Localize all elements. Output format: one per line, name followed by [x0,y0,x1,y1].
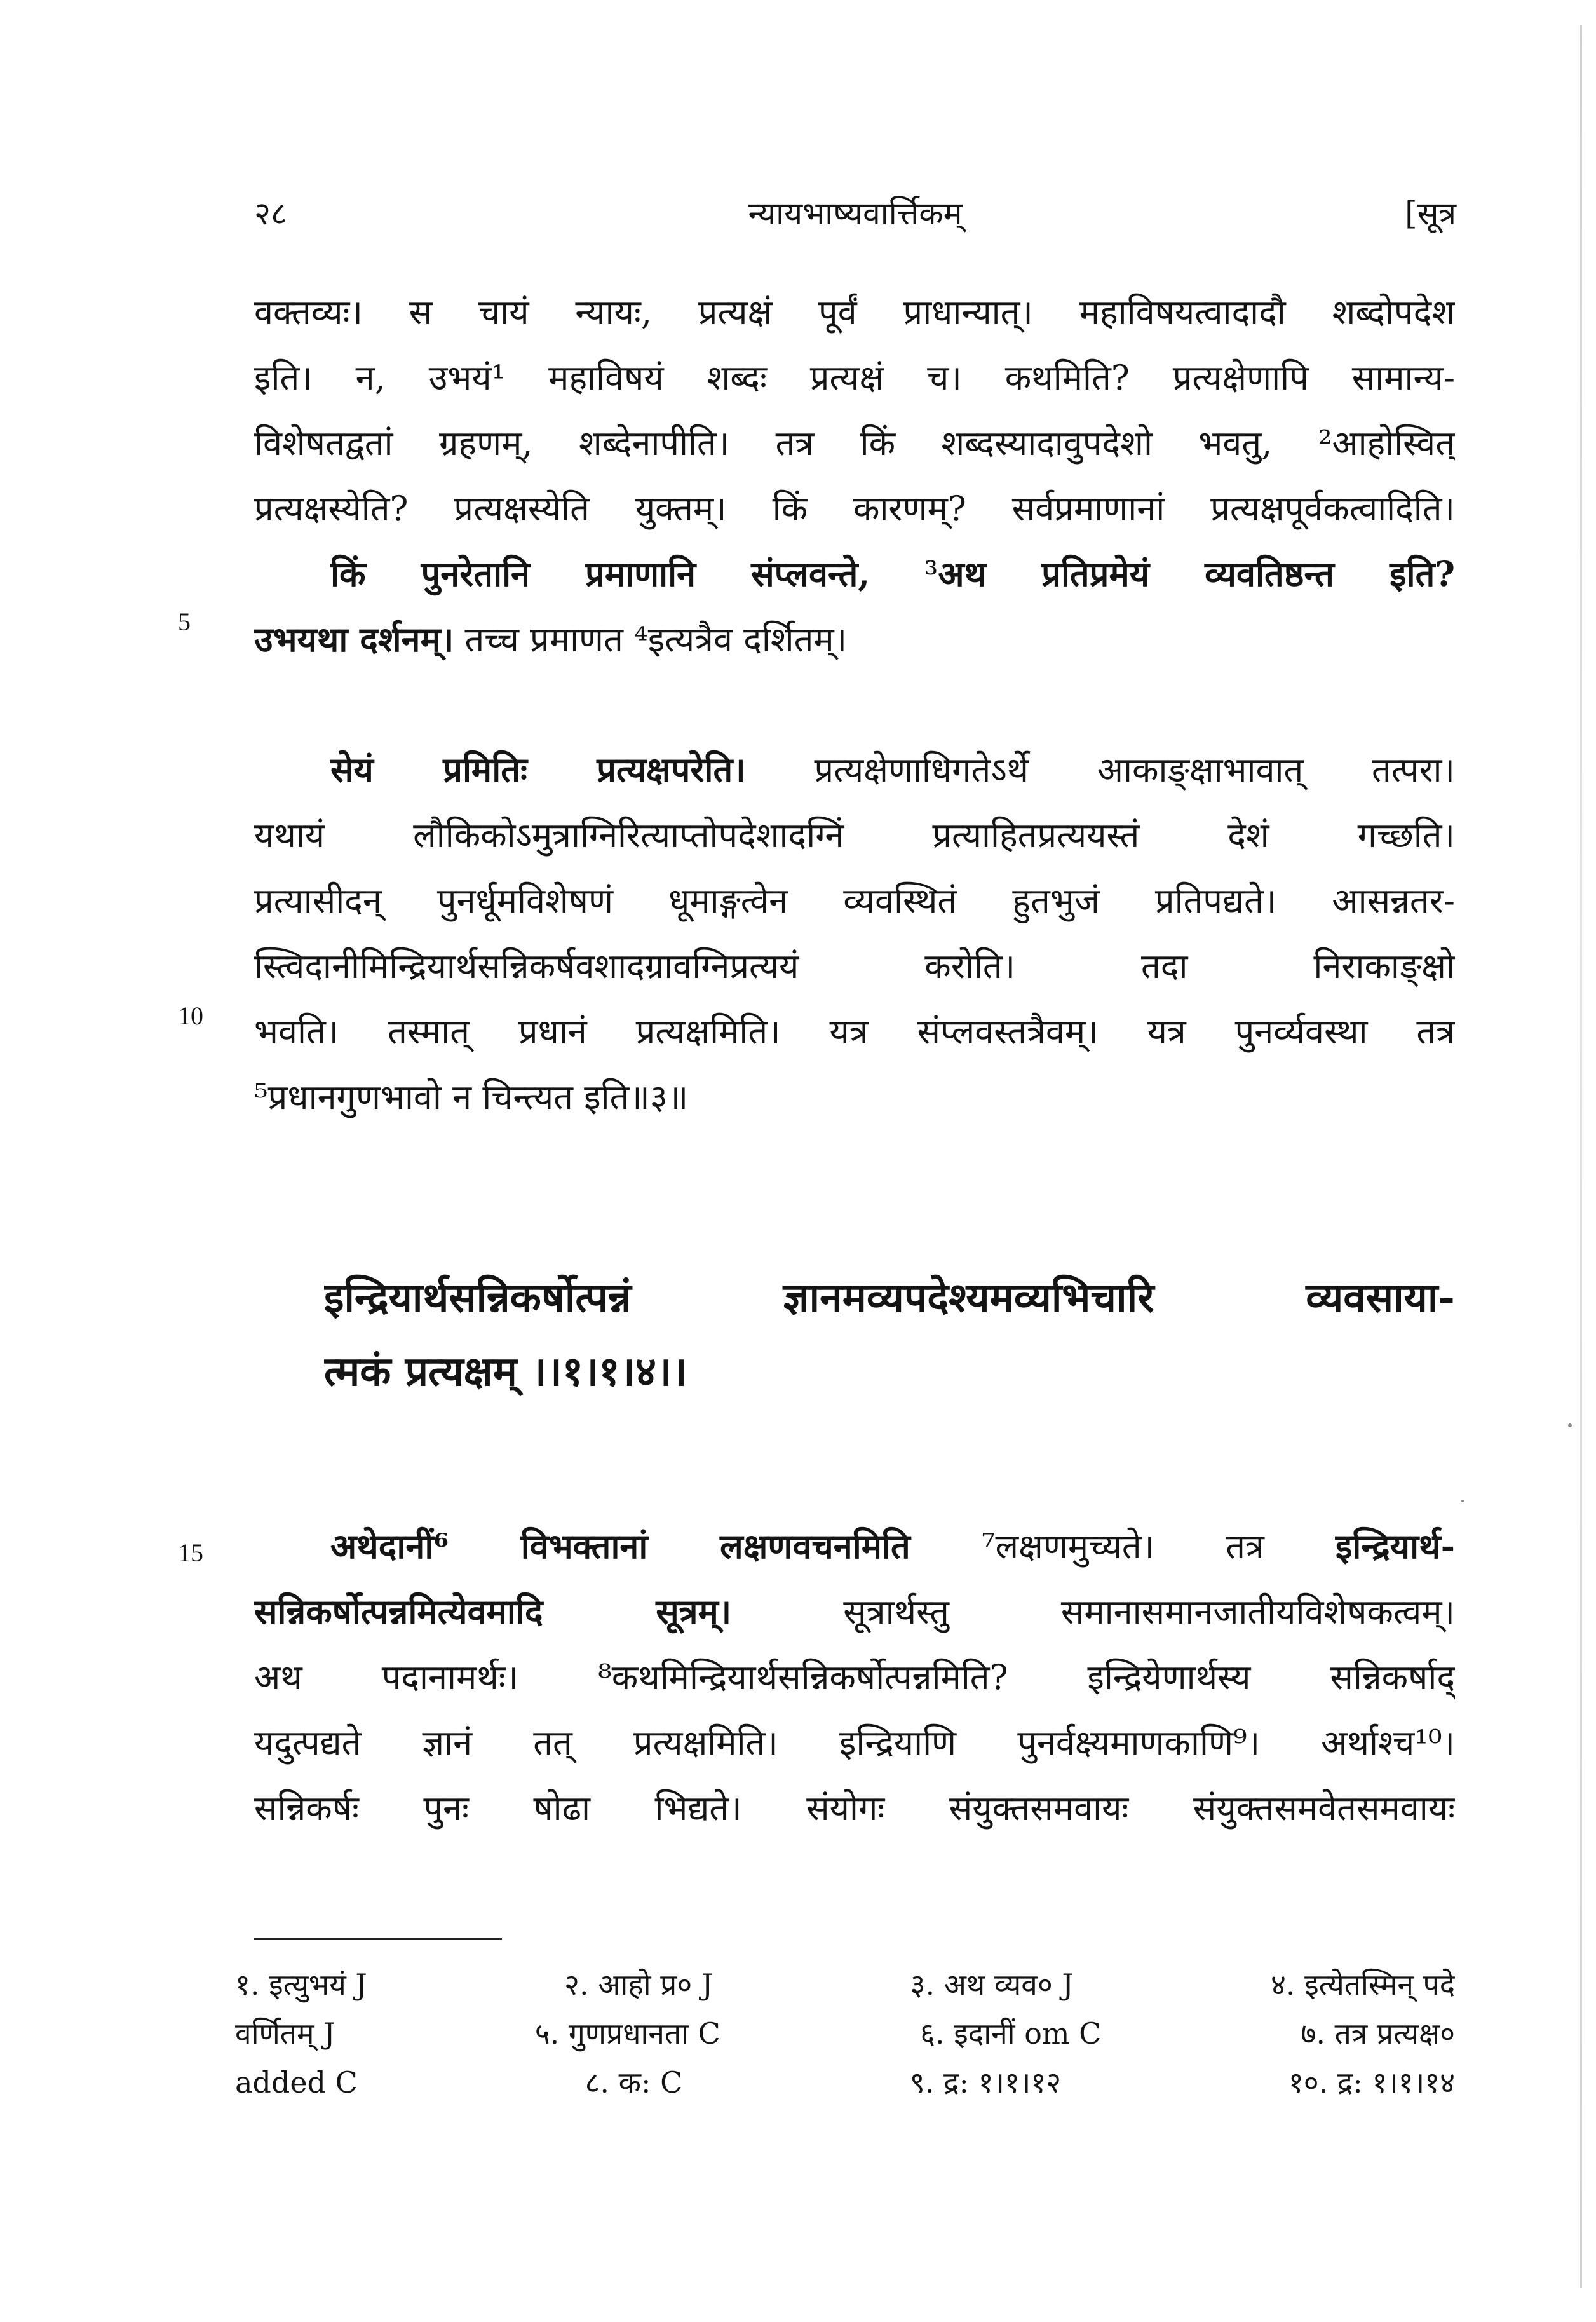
line-number: 15 [178,1538,203,1567]
footnotes [235,1960,1455,2107]
text-line: यदुत्पद्यते ज्ञानं तत् प्रत्यक्षमिति। इन्द्रियाणि पुनर्वक्ष्यमाणकाणि⁹। अर्थाश्च¹⁰। [254,1723,1455,1763]
footnote-line [235,1960,1455,2009]
line-number: 10 [178,1001,203,1030]
bold-phrase: सेयं प्रमितिः प्रत्यक्षपरेति। [330,749,746,790]
footnote: ३. अथ व्यव० J [910,1967,1074,2002]
text-line: यथायं लौकिकोऽमुत्राग्निरित्याप्तोपदेशादग्निं प्रत्याहितप्रत्ययस्तं देशं गच्छति। [254,815,1455,855]
text-line [254,607,1455,672]
footnote: ५. गुणप्रधानता C [534,2016,720,2051]
footnote: २. आहो प्र० J [564,1967,713,2002]
paragraph-1 [254,280,1455,541]
bold-phrase: अथेदानीं⁶ विभक्तानां लक्षणवचनमिति [330,1526,910,1566]
text-run: तच्च प्रमाणत ⁴इत्यत्रैव दर्शितम्। [454,620,848,660]
footnote: ८. क: C [585,2065,683,2100]
footnote: ७. तत्र प्रत्यक्ष० [1301,2016,1455,2051]
footnote-line [235,2058,1455,2107]
page-header [254,191,1456,241]
text-line [254,1579,1455,1645]
text-line: स्त्विदानीमिन्द्रियार्थसन्निकर्षवशादग्रावग्निप्रत्ययं करोति। तदा निराकाङ्क्षो [254,946,1455,986]
scan-edge-line [1580,25,1582,2288]
paragraph-4 [254,1514,1455,1841]
bold-phrase: किं पुनरेतानि प्रमाणानि संप्लवन्ते, [330,553,870,594]
section-reference: [सूत्र [1405,195,1456,232]
page-number: २८ [254,195,287,232]
sutra-line: इन्द्रियार्थसन्निकर्षोत्पन्नं ज्ञानमव्यपदेश्यमव्यभिचारि व्यवसाया- [324,1274,1455,1322]
text-line: वक्तव्यः। स चायं न्यायः, प्रत्यक्षं पूर्वं प्राधान्यात्। महाविषयत्वादादौ शब्दोपदेश [254,292,1455,332]
text-line: अथ पदानामर्थः। ⁸कथमिन्द्रियार्थसन्निकर्षोत्पन्नमिति? इन्द्रियेणार्थस्य सन्निकर्षाद् [254,1657,1455,1697]
footnote-marker: ³ [870,554,938,594]
footnote: ६. इदानीं om C [920,2016,1102,2051]
paragraph-2 [254,541,1455,672]
text-run: ⁷लक्षणमुच्यते। तत्र [910,1526,1336,1566]
bold-phrase: उभयथा दर्शनम्। [254,619,454,660]
footnote: १. इत्युभयं J [235,1967,367,2002]
text-line: इति। न, उभयं¹ महाविषयं शब्दः प्रत्यक्षं च। कथमिति? प्रत्यक्षेणापि सामान्य- [254,358,1455,398]
text-line: भवति। तस्मात् प्रधानं प्रत्यक्षमिति। यत्र संप्लवस्तत्रैवम्। यत्र पुनर्व्यवस्था तत्र [254,1012,1455,1052]
text-line: विशेषतद्वतां ग्रहणम्, शब्देनापीति। तत्र किं शब्दस्यादावुपदेशो भवतु, ²आहोस्वित् [254,423,1455,463]
text-line: प्रत्यासीदन् पुनर्धूमविशेषणं धूमाङ्गत्वेन व्यवस्थितं हुतभुजं प्रतिपद्यते। आसन्नतर- [254,881,1455,921]
footnote: ९. द्र: १।१।१२ [909,2065,1062,2100]
text-line [254,737,1455,803]
bold-phrase: सन्निकर्षोत्पन्नमित्येवमादि सूत्रम्। [254,1591,732,1632]
footnote: वर्णितम् J [235,2016,335,2051]
footnote-line [235,2009,1455,2058]
footnote: ४. इत्येतस्मिन् पदे [1271,1967,1455,2002]
footnote: १०. द्र: १।१।१४ [1288,2065,1455,2100]
footnote: added C [235,2065,358,2100]
text-line: ⁵प्रधानगुणभावो न चिन्त्यत इति॥३॥ [254,1077,689,1117]
line-number: 5 [178,608,191,636]
bold-phrase: अथ प्रतिप्रमेयं व्यवतिष्ठन्त इति? [938,553,1455,594]
bold-phrase: इन्द्रियार्थ- [1335,1526,1455,1566]
scan-speck [1568,1423,1572,1427]
sutra-line: त्मकं प्रत्यक्षम् ।।१।१।४।। [324,1348,687,1395]
paragraph-3 [254,737,1455,1130]
scan-speck [1461,1500,1464,1502]
text-run: प्रत्यक्षेणाधिगतेऽर्थे आकाङ्क्षाभावात् तत्परा। [745,750,1455,790]
text-line [254,1514,1455,1579]
text-line: प्रत्यक्षस्येति? प्रत्यक्षस्येति युक्तम्। किं कारणम्? सर्वप्रमाणानां प्रत्यक्षपूर्वकत्वादिति। [254,489,1455,529]
text-run: सूत्रार्थस्तु समानासमानजातीयविशेषकत्वम्। [731,1592,1455,1632]
running-title: न्यायभाष्यवार्त्तिकम् [748,195,963,232]
text-line [254,541,1455,607]
footnote-divider [254,1938,502,1940]
text-line: सन्निकर्षः पुनः षोढा भिद्यते। संयोगः संयुक्तसमवायः संयुक्तसमवेतसमवायः [254,1788,1455,1828]
sutra-verse [324,1261,1455,1409]
